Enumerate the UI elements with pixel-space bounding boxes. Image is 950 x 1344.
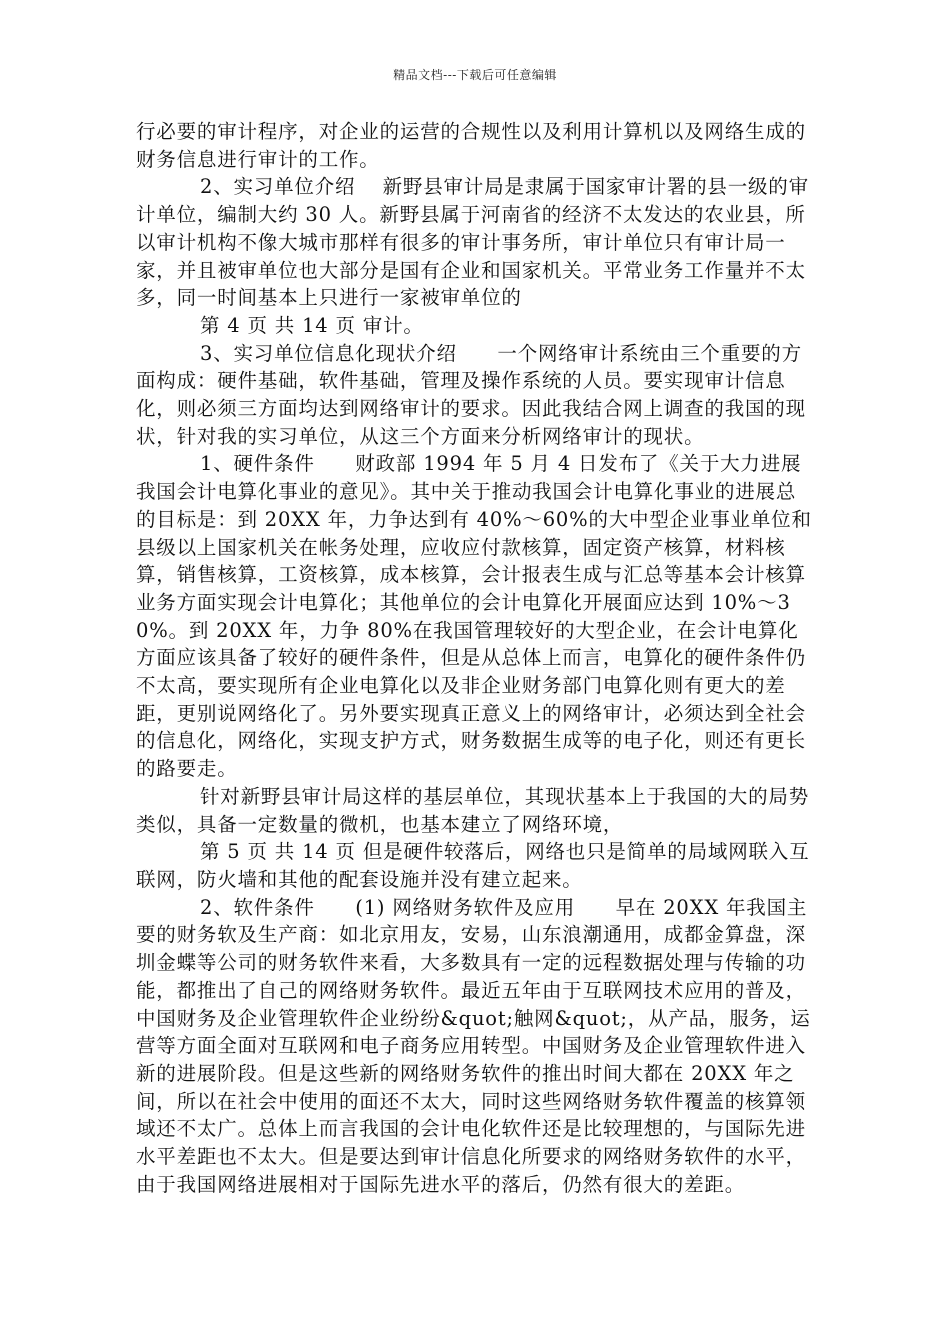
paragraph-software-conditions: 2、软件条件 (1) 网络财务软件及应用 早在 20XX 年我国主要的财务软及生产商：如北京用友，安易，山东浪潮通用，成都金算盘，深圳金蝶等公司的财务软件来看，大多数具有一定的远程数据处理与传输的功能，都推出了自己的网络财务软件。最近五年由于互联网技术应用的普及，中国财务及企业管理软件企业纷纷&quot;触网&quot;，从产品，服务，运营等方面全面对互联网和电子商务应用转型。中国财务及企业管理软件进入新的进展阶段。但是这些新的网络财务软件的推出时间大都在 20XX 年之间，所以在社会中使用的面还不太大，同时这些网络财务软件覆盖的核算领域还不太广。总体上而言我国的会计电化软件还是比较理想的，与国际先进水平差距也不太大。但是要达到审计信息化所要求的网络财务软件的水平，由于我国网络进展相对于国际先进水平的落后，仍然有很大的差距。 xyxy=(136,895,811,1196)
document-body xyxy=(136,118,816,1198)
paragraph-audit-intro-continued: 行必要的审计程序，对企业的运营的合规性以及利用计算机以及网络生成的财务信息进行审计的工作。 xyxy=(136,120,806,171)
paragraph-hardware-conditions: 1、硬件条件 财政部 1994 年 5 月 4 日发布了《关于大力进展我国会计电算化事业的意见》。其中关于推动我国会计电算化事业的进展总的目标是：到 20XX 年，力争达到有 40%～60%的大中型企业事业单位和县级以上国家机关在帐务处理，应收应付款核算，固定资产核算，材料核算，销售核算，工资核算，成本核算，会计报表生成与汇总等基本会计核算业务方面实现会计电算化；其他单位的会计电算化开展面应达到 10%～30%。到 20XX 年，力争 80%在我国管理较好的大型企业，在会计电算化方面应该具备了较好的硬件条件，但是从总体上而言，电算化的硬件条件仍不太高，要实现所有企业电算化以及非企业财务部门电算化则有更大的差距，更别说网络化了。另外要实现真正意义上的网络审计，必须达到全社会的信息化，网络化，实现支护方式，财务数据生成等的电子化，则还有更长的路要走。 xyxy=(136,452,812,781)
paragraph-local-situation: 针对新野县审计局这样的基层单位，其现状基本上于我国的大的局势类似，具备一定数量的微机，也基本建立了网络环境， xyxy=(136,784,810,836)
header-note: 精品文档---下载后可任意编辑 xyxy=(393,68,557,82)
paragraph-informatization-status: 3、实习单位信息化现状介绍 一个网络审计系统由三个重要的方面构成：硬件基础，软件基础，管理及操作系统的人员。要实现审计信息化，则必须三方面均达到网络审计的要求。因此我结合网上调查的我国的现状，针对我的实习单位，从这三个方面来分析网络审计的现状。 xyxy=(136,341,806,448)
page-marker-4: 第 4 页 共 14 页 审计。 xyxy=(200,313,424,337)
page-marker-5: 第 5 页 共 14 页 但是硬件较落后，网络也只是简单的局域网联入互联网，防火墙和其他的配套设施并没有建立起来。 xyxy=(136,840,810,891)
paragraph-internship-unit: 2、实习单位介绍 新野县审计局是隶属于国家审计署的县一级的审计单位，编制大约 30 人。新野县属于河南省的经济不太发达的农业县，所以审计机构不像大城市那样有很多的审计事务所，审计单位只有审计局一家，并且被审单位也大部分是国有企业和国家机关。平常业务工作量并不太多，同一时间基本上只进行一家被审单位的 xyxy=(136,175,809,310)
